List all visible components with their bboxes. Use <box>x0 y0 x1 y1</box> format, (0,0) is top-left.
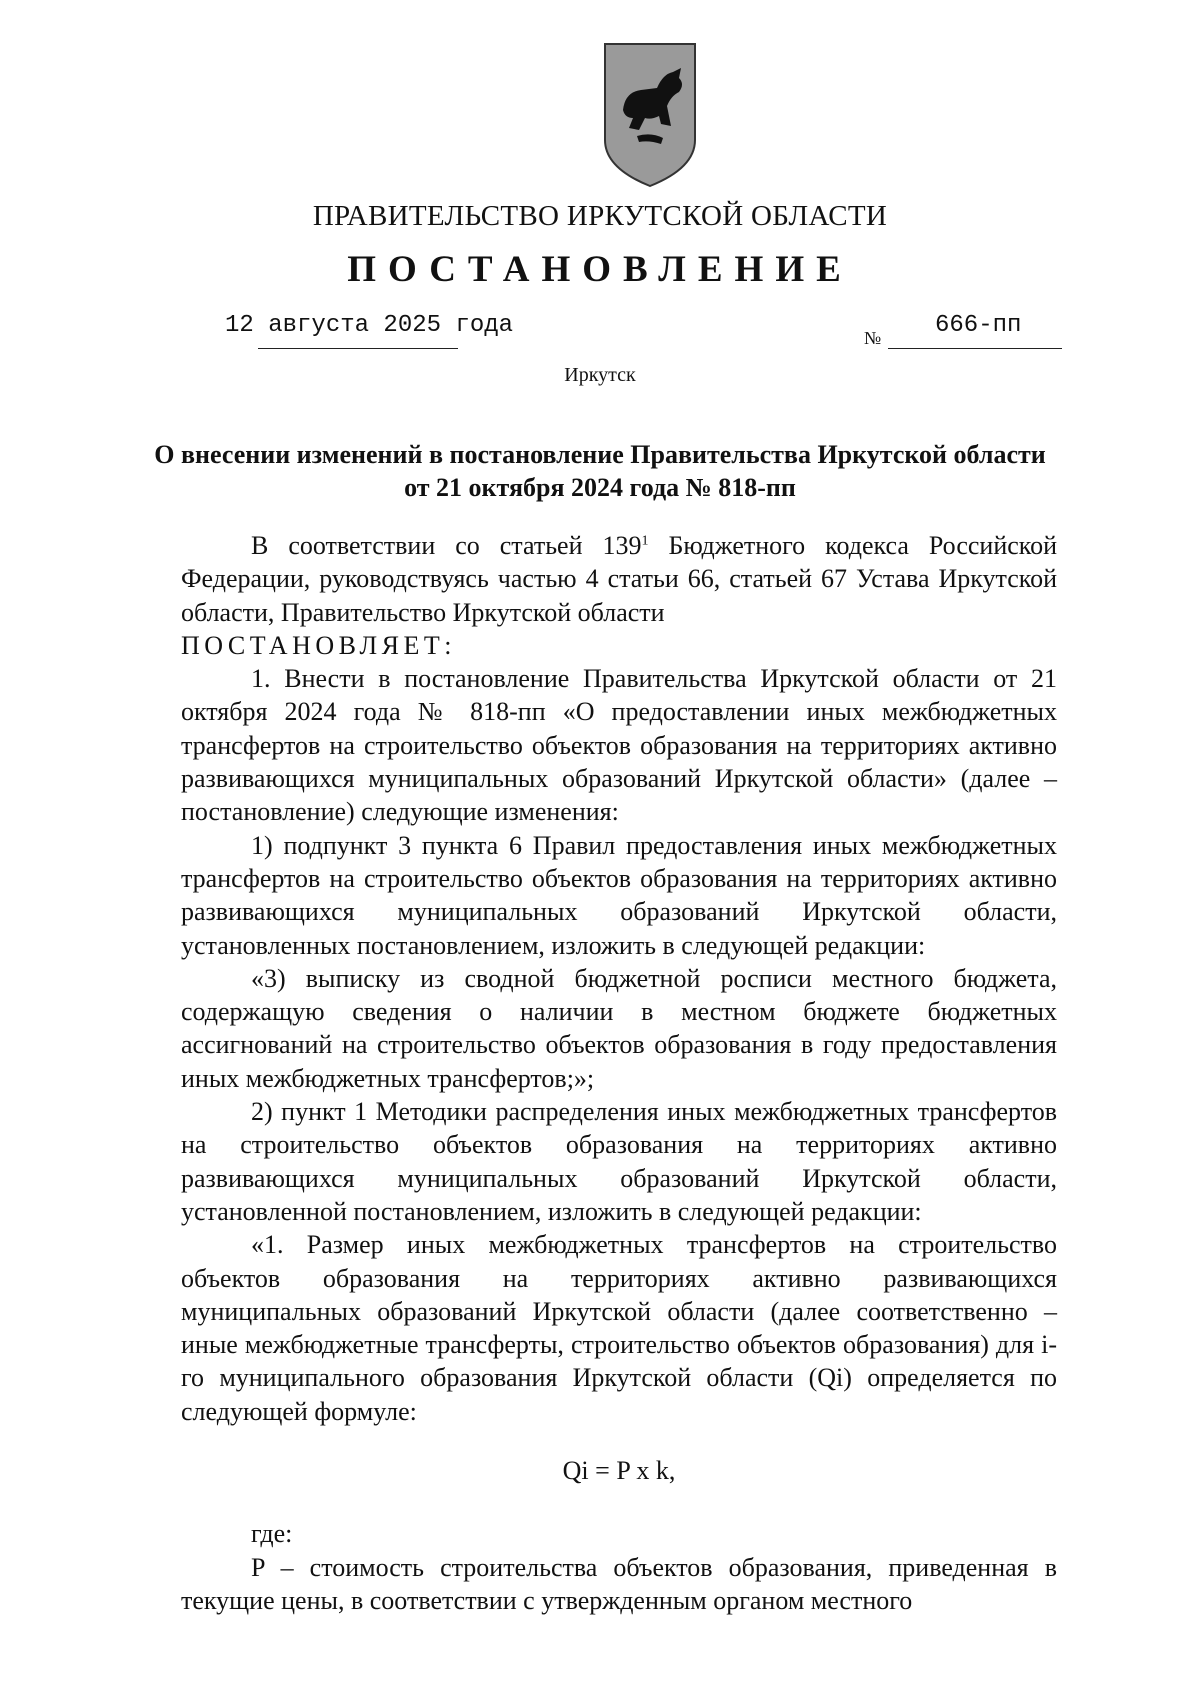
resolves-heading: ПОСТАНОВЛЯЕТ: <box>181 630 456 660</box>
paragraph-3: «3) выписку из сводной бюджетной росписи местного бюджета, содержащую сведения о наличии в местном бюджете бюджетных ассигнований на строительство объектов образования в году предоставления иных межбюджетных трансфертов;»; <box>181 963 1057 1093</box>
paragraph-5: «1. Размер иных межбюджетных трансфертов на строительство объектов образования на территориях активно развивающихся муниципальных образований Иркутской области (далее соответственно – иные межбюджетные трансферты, строительство объектов образования) для i-го муниципального образования Иркутской области (Qi) определяется по следующей формуле: <box>181 1230 1057 1426</box>
document-type: ПОСТАНОВЛЕНИЕ <box>347 249 853 290</box>
paragraph-6: P – стоимость строительства объектов образования, приведенная в текущие цены, в соответствии с утвержденным органом местного <box>181 1552 1057 1615</box>
government-name: ПРАВИТЕЛЬСТВО ИРКУТСКОЙ ОБЛАСТИ <box>312 200 888 232</box>
preamble-text-a: В соответствии со статьей 139 <box>251 531 642 560</box>
document-body <box>181 529 1057 1617</box>
preamble-text-b: Бюджетного кодекса Российской Федерации, руководствуясь частью 4 статьи 66, статьей 67 Устава Иркутской области, Правительство Иркутской области <box>181 531 1057 627</box>
preamble-paragraph <box>181 529 1057 629</box>
city-name: Иркутск <box>564 364 636 386</box>
number-sign: № <box>864 328 882 348</box>
formula: Qi = P x k, <box>562 1456 676 1486</box>
document-title-line-2: от 21 октября 2024 года № 818-пп <box>404 473 796 502</box>
paragraph-1: 1. Внести в постановление Правительства Иркутской области от 21 октября 2024 года № 818-пп «О предоставлении иных межбюджетных трансфертов на строительство объектов образования на территориях активно развивающихся муниципальных образований Иркутской области» (далее – постановление) следующие изменения: <box>181 664 1057 827</box>
irkutsk-coat-of-arms-icon <box>601 40 699 190</box>
number-underline <box>888 348 1062 349</box>
document-date: 12 августа 2025 года <box>225 312 514 339</box>
paragraph-4: 2) пункт 1 Методики распределения иных межбюджетных трансфертов на строительство объектов образования на территориях активно развивающихся муниципальных образований Иркутской области, установленной постановлением, изложить в следующей редакции: <box>181 1097 1057 1226</box>
article-superscript: 1 <box>641 533 649 549</box>
where-label: где: <box>251 1519 293 1549</box>
paragraph-2: 1) подпункт 3 пункта 6 Правил предоставления иных межбюджетных трансфертов на строительство объектов образования на территориях активно развивающихся муниципальных образований Иркутской области, установленных постановлением, изложить в следующей редакции: <box>181 830 1057 960</box>
document-number: 666-пп <box>935 312 1022 339</box>
date-underline <box>258 348 458 349</box>
document-title-line-1: О внесении изменений в постановление Правительства Иркутской области <box>154 440 1046 469</box>
